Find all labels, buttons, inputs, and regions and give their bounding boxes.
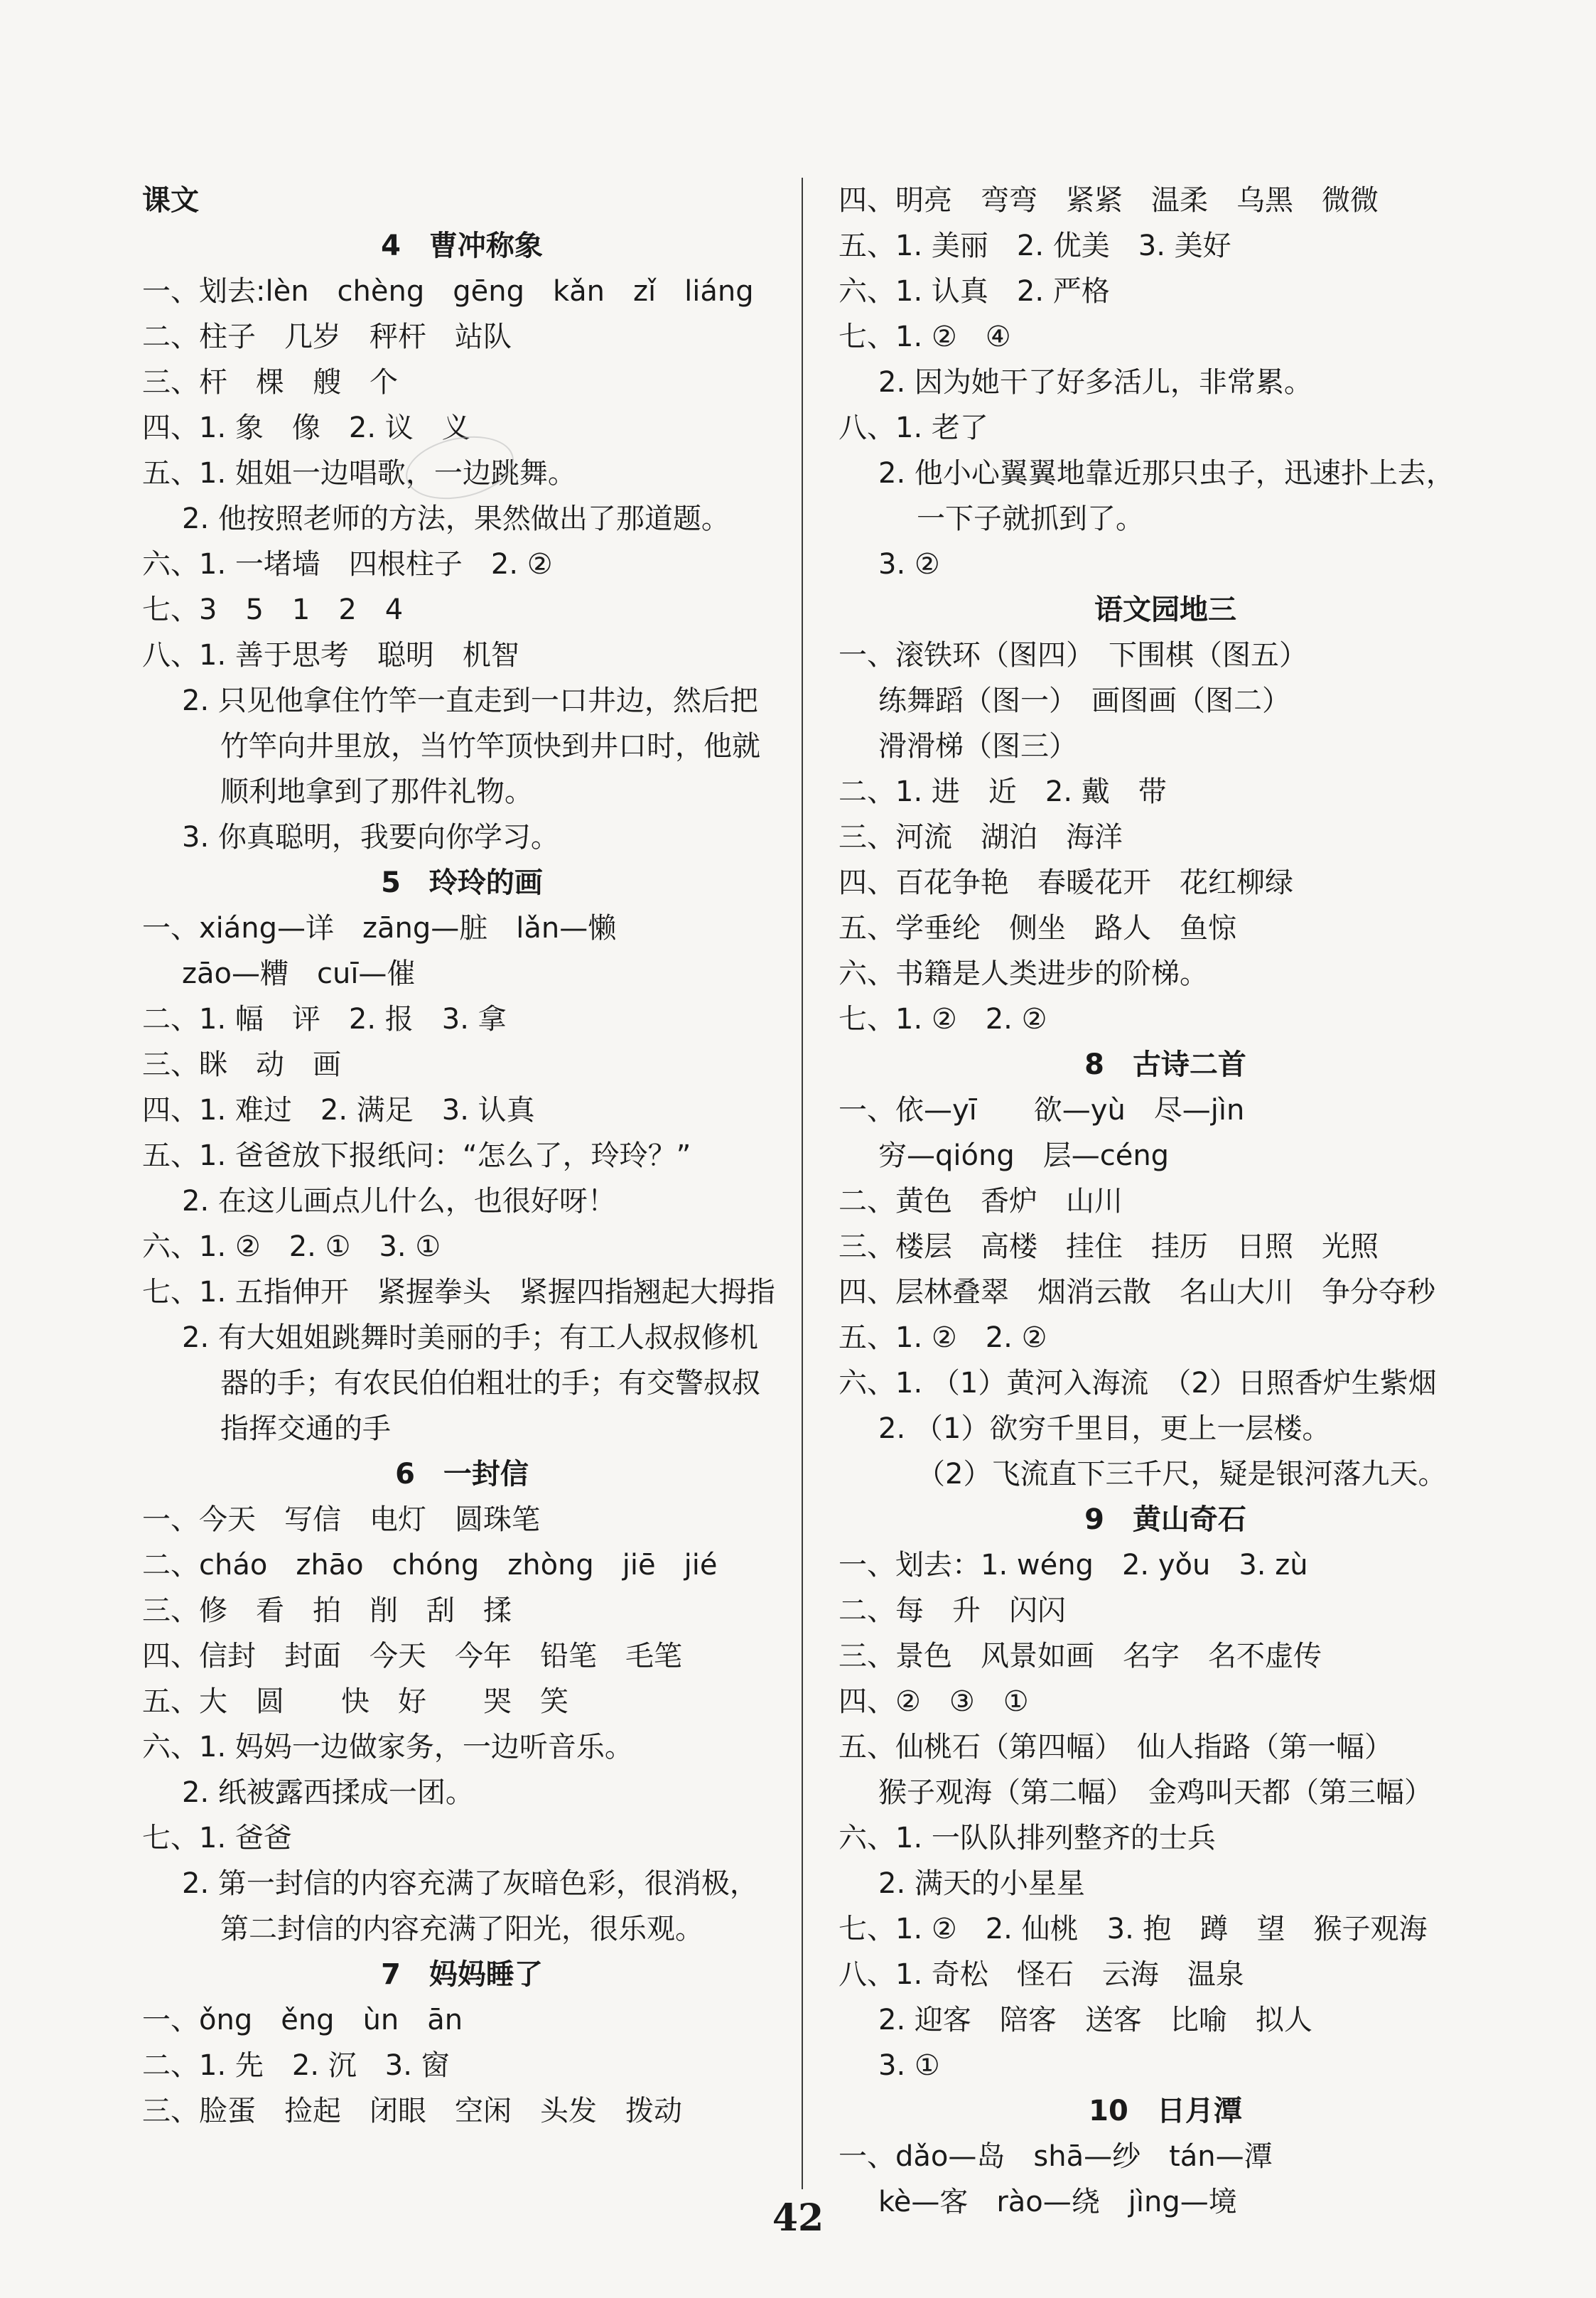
answer-line: 三、景色 风景如画 名字 名不虚传 xyxy=(839,1640,1322,1673)
answer-line: 五、1. 姐姐一边唱歌，一边跳舞。 xyxy=(142,457,576,490)
answer-line: 五、学垂纶 侧坐 路人 鱼惊 xyxy=(839,912,1236,945)
answer-line: kè—客 rào—绕 jìng—境 xyxy=(878,2186,1237,2218)
answer-line: zāo—糟 cuī—催 xyxy=(182,957,416,990)
answer-line: 六、1. 一堵墙 四根柱子 2. ② xyxy=(142,548,553,581)
answer-line: 器的手；有农民伯伯粗壮的手；有交警叔叔 xyxy=(220,1367,760,1400)
answer-line: 第二封信的内容充满了阳光，很乐观。 xyxy=(220,1913,703,1945)
answer-line: 三、河流 湖泊 海洋 xyxy=(839,821,1123,854)
answer-line: 三、杆 棵 艘 个 xyxy=(142,366,398,399)
answer-line: 二、1. 先 2. 沉 3. 窗 xyxy=(142,2049,450,2082)
answer-line: 3. ② xyxy=(878,548,940,581)
answer-line: 一、今天 写信 电灯 圆珠笔 xyxy=(142,1503,540,1536)
answer-line: 五、1. 爸爸放下报纸问：“怎么了，玲玲？” xyxy=(142,1139,691,1172)
answer-line: 二、黄色 香炉 山川 xyxy=(839,1185,1123,1218)
answer-line: 滑滑梯（图三） xyxy=(878,730,1077,763)
answer-line: 七、1. ② ④ xyxy=(839,321,1011,353)
answer-line: 2. 只见他拿住竹竿一直走到一口井边，然后把 xyxy=(182,684,758,717)
answer-line: 四、信封 封面 今天 今年 铅笔 毛笔 xyxy=(142,1640,682,1673)
answer-line: 2. 在这儿画点儿什么，也很好呀！ xyxy=(182,1185,616,1218)
answer-line: 2. 他小心翼翼地靠近那只虫子，迅速扑上去， xyxy=(878,457,1455,490)
answer-line: 七、1. ② 2. ② xyxy=(839,1003,1047,1036)
answer-line: 二、cháo zhāo chóng zhòng jiē jié xyxy=(142,1549,718,1582)
answer-line: 三、脸蛋 捡起 闭眼 空闲 头发 拨动 xyxy=(142,2095,682,2127)
section-heading: 10 日月潭 xyxy=(1089,2095,1242,2127)
answer-line: 2. 第一封信的内容充满了灰暗色彩，很消极， xyxy=(182,1867,758,1900)
answer-line: 一、ǒng ěng ùn ān xyxy=(142,2004,463,2036)
answer-line: 2. 满天的小星星 xyxy=(878,1867,1085,1900)
answer-line: 3. 你真聪明，我要向你学习。 xyxy=(182,821,559,854)
answer-line: 一、dǎo—岛 shā—纱 tán—潭 xyxy=(839,2140,1273,2173)
answer-line: 指挥交通的手 xyxy=(220,1412,391,1445)
section-heading: 6 一封信 xyxy=(395,1458,529,1491)
section-heading: 4 曹冲称象 xyxy=(381,230,543,262)
answer-line: 八、1. 奇松 怪石 云海 温泉 xyxy=(839,1958,1244,1991)
answer-line: 猴子观海（第二幅） 金鸡叫天都（第三幅） xyxy=(878,1776,1433,1809)
answer-line: 2. 迎客 陪客 送客 比喻 拟人 xyxy=(878,2004,1312,2036)
answer-line: 四、1. 象 像 2. 议 义 xyxy=(142,412,470,444)
answer-line: 六、书籍是人类进步的阶梯。 xyxy=(839,957,1208,990)
answer-line: 八、1. 老了 xyxy=(839,412,988,444)
answer-line: 三、眯 动 画 xyxy=(142,1048,341,1081)
answer-line: 一下子就抓到了。 xyxy=(917,503,1144,535)
section-heading: 7 妈妈睡了 xyxy=(381,1958,543,1991)
answer-line: 一、划去:lèn chèng gēng kǎn zǐ liáng xyxy=(142,275,754,308)
answer-line: 四、1. 难过 2. 满足 3. 认真 xyxy=(142,1094,535,1127)
answer-line: 一、划去：1. wéng 2. yǒu 3. zù xyxy=(839,1549,1308,1582)
answer-line: 四、明亮 弯弯 紧紧 温柔 乌黑 微微 xyxy=(839,184,1379,217)
answer-line: 五、仙桃石（第四幅） 仙人指路（第一幅） xyxy=(839,1731,1393,1763)
answer-line: 二、1. 幅 评 2. 报 3. 拿 xyxy=(142,1003,507,1036)
answer-line: 六、1. 认真 2. 严格 xyxy=(839,275,1110,308)
answer-line: 穷—qióng 层—céng xyxy=(878,1139,1170,1172)
answer-line: 课文 xyxy=(142,184,199,217)
answer-line: 五、1. ② 2. ② xyxy=(839,1321,1047,1354)
answer-line: 2. （1）欲穷千里目，更上一层楼。 xyxy=(878,1412,1331,1445)
answer-line: 五、1. 美丽 2. 优美 3. 美好 xyxy=(839,230,1231,262)
answer-line: 一、依—yī 欲—yù 尽—jìn xyxy=(839,1094,1245,1127)
section-heading: 语文园地三 xyxy=(1094,594,1236,626)
section-heading: 5 玲玲的画 xyxy=(381,866,543,899)
answer-line: 二、柱子 几岁 秤杆 站队 xyxy=(142,321,512,353)
answer-line: 练舞蹈（图一） 画图画（图二） xyxy=(878,684,1290,717)
answer-line: （2）飞流直下三千尺，疑是银河落九天。 xyxy=(917,1458,1447,1491)
answer-line: 2. 因为她干了好多活儿，非常累。 xyxy=(878,366,1312,399)
answer-line: 七、1. 爸爸 xyxy=(142,1822,292,1854)
section-heading: 9 黄山奇石 xyxy=(1084,1503,1246,1536)
answer-line: 三、楼层 高楼 挂住 挂历 日照 光照 xyxy=(839,1230,1379,1263)
answer-line: 六、1. 妈妈一边做家务，一边听音乐。 xyxy=(142,1731,633,1763)
answer-line: 七、1. ② 2. 仙桃 3. 抱 蹲 望 猴子观海 xyxy=(839,1913,1428,1945)
answer-line: 四、② ③ ① xyxy=(839,1685,1029,1718)
answer-line: 五、大 圆 快 好 哭 笑 xyxy=(142,1685,568,1718)
column-divider xyxy=(802,178,803,2189)
page-number: 42 xyxy=(772,2196,824,2240)
answer-line: 二、1. 进 近 2. 戴 带 xyxy=(839,775,1167,808)
answer-line: 六、1. （1）黄河入海流 （2）日照香炉生紫烟 xyxy=(839,1367,1437,1400)
answer-line: 二、每 升 闪闪 xyxy=(839,1594,1066,1627)
answer-line: 3. ① xyxy=(878,2049,940,2082)
answer-line: 七、3 5 1 2 4 xyxy=(142,594,404,626)
answer-line: 2. 纸被露西揉成一团。 xyxy=(182,1776,474,1809)
answer-line: 四、百花争艳 春暖花开 花红柳绿 xyxy=(839,866,1293,899)
right-column xyxy=(839,178,1492,2225)
answer-line: 六、1. ② 2. ① 3. ① xyxy=(142,1230,441,1263)
section-heading: 8 古诗二首 xyxy=(1084,1048,1246,1081)
answer-line: 2. 他按照老师的方法，果然做出了那道题。 xyxy=(182,503,730,535)
answer-line: 2. 有大姐姐跳舞时美丽的手；有工人叔叔修机 xyxy=(182,1321,758,1354)
answer-line: 四、层林叠翠 烟消云散 名山大川 争分夺秒 xyxy=(839,1276,1435,1309)
answer-line: 一、xiáng—详 zāng—脏 lǎn—懒 xyxy=(142,912,617,945)
answer-line: 一、滚铁环（图四） 下围棋（图五） xyxy=(839,639,1307,672)
answer-line: 六、1. 一队队排列整齐的士兵 xyxy=(839,1822,1216,1854)
answer-line: 竹竿向井里放，当竹竿顶快到井口时，他就 xyxy=(220,730,760,763)
answer-line: 三、修 看 拍 削 刮 揉 xyxy=(142,1594,512,1627)
answer-line: 七、1. 五指伸开 紧握拳头 紧握四指翘起大拇指 xyxy=(142,1276,775,1309)
answer-line: 八、1. 善于思考 聪明 机智 xyxy=(142,639,519,672)
answer-line: 顺利地拿到了那件礼物。 xyxy=(220,775,533,808)
